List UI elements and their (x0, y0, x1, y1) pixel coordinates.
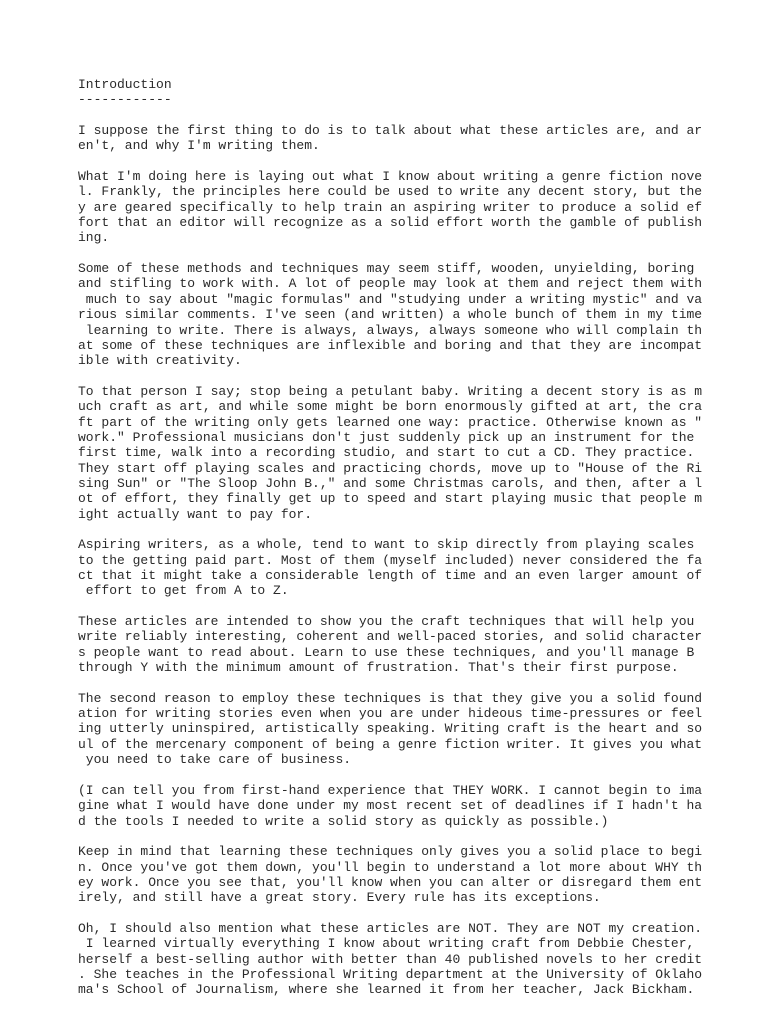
text-line: ation for writing stories even when you are under hideous time-pressures or feel (78, 706, 703, 722)
text-line: l. Frankly, the principles here could be used to write any decent story, but the (78, 184, 703, 200)
text-line: (I can tell you from first-hand experience that THEY WORK. I cannot begin to ima (78, 782, 703, 798)
text-line: much to say about "magic formulas" and "studying under a writing mystic" and va (78, 291, 703, 307)
text-line: ft part of the writing only gets learned one way: practice. Otherwise known as " (78, 414, 703, 430)
text-line: d the tools I needed to write a solid story as quickly as possible.) (78, 813, 609, 829)
paragraph (78, 614, 718, 675)
text-line: to the getting paid part. Most of them (myself included) never considered the fa (78, 552, 703, 568)
text-line: . She teaches in the Professional Writing department at the University of Oklaho (78, 966, 703, 982)
text-line: Some of these methods and techniques may seem stiff, wooden, unyielding, boring (78, 261, 695, 277)
text-line: sing Sun" or "The Sloop John B.," and some Christmas carols, and then, after a l (78, 475, 703, 491)
paragraph (78, 384, 718, 522)
text-line: ing utterly uninspired, artistically speaking. Writing craft is the heart and so (78, 721, 703, 737)
text-line: y are geared specifically to help train an aspiring writer to produce a solid ef (78, 199, 703, 215)
text-line: write reliably interesting, coherent and well-paced stories, and solid character (78, 629, 703, 645)
text-line: work." Professional musicians don't just suddenly pick up an instrument for the (78, 429, 695, 445)
paragraph (78, 123, 718, 154)
paragraph (78, 169, 718, 246)
text-line: ot of effort, they finally get up to speed and start playing music that people m (78, 491, 703, 507)
text-line: ey work. Once you see that, you'll know when you can alter or disregard them ent (78, 874, 703, 890)
text-line: s people want to read about. Learn to use these techniques, and you'll manage B (78, 644, 695, 660)
text-line: ct that it might take a considerable length of time and an even larger amount of (78, 568, 703, 583)
text-line: ma's School of Journalism, where she learned it from her teacher, Jack Bickham. (78, 982, 695, 998)
paragraph (78, 691, 718, 768)
text-line: herself a best-selling author with better than 40 published novels to her credit (78, 951, 703, 967)
text-line: you need to take care of business. (78, 752, 352, 768)
paragraph (78, 261, 718, 368)
paragraph (78, 844, 718, 905)
text-line: gine what I would have done under my most recent set of deadlines if I hadn't ha (78, 798, 703, 814)
paragraph-list (78, 123, 718, 998)
text-line: fort that an editor will recognize as a solid effort worth the gamble of publish (78, 215, 703, 231)
text-line: ible with creativity. (78, 353, 242, 369)
text-line: ight actually want to pay for. (78, 506, 313, 522)
text-line: irely, and still have a great story. Every rule has its exceptions. (78, 890, 601, 906)
text-line: Oh, I should also mention what these articles are NOT. They are NOT my creation. (78, 920, 703, 936)
heading-underline: ------------ (78, 92, 172, 108)
paragraph (78, 921, 718, 998)
paragraph (78, 537, 718, 598)
text-line: rious similar comments. I've seen (and written) a whole bunch of them in my time (78, 307, 703, 323)
text-line: n. Once you've got them down, you'll begin to understand a lot more about WHY th (78, 859, 703, 875)
text-line: They start off playing scales and practicing chords, move up to "House of the Ri (78, 460, 703, 476)
text-line: To that person I say; stop being a petulant baby. Writing a decent story is as m (78, 383, 703, 399)
text-line: through Y with the minimum amount of frustration. That's their first purpose. (78, 660, 679, 676)
section-heading (78, 77, 718, 108)
text-line: at some of these techniques are inflexible and boring and that they are incompat (78, 337, 703, 353)
text-line: ul of the mercenary component of being a genre fiction writer. It gives you what (78, 736, 703, 752)
document-body (78, 77, 718, 998)
text-line: I suppose the first thing to do is to talk about what these articles are, and ar (78, 123, 703, 139)
text-line: Aspiring writers, as a whole, tend to want to skip directly from playing scales (78, 537, 695, 553)
paragraph (78, 783, 718, 829)
text-line: These articles are intended to show you the craft techniques that will help you (78, 614, 695, 630)
text-line: I learned virtually everything I know about writing craft from Debbie Chester, (78, 936, 695, 952)
text-line: en't, and why I'm writing them. (78, 138, 320, 154)
heading-title: Introduction (78, 77, 172, 92)
text-line: What I'm doing here is laying out what I know about writing a genre fiction nove (78, 169, 703, 185)
text-line: ing. (78, 230, 110, 246)
text-line: learning to write. There is always, always, always someone who will complain th (78, 322, 703, 338)
text-line: The second reason to employ these techniques is that they give you a solid found (78, 690, 703, 706)
text-line: uch craft as art, and while some might be born enormously gifted at art, the cra (78, 399, 703, 415)
text-line: effort to get from A to Z. (78, 583, 289, 599)
text-line: first time, walk into a recording studio, and start to cut a CD. They practice. (78, 445, 695, 461)
text-line: Keep in mind that learning these techniques only gives you a solid place to begi (78, 844, 703, 860)
text-line: and stifling to work with. A lot of people may look at them and reject them with (78, 276, 703, 292)
